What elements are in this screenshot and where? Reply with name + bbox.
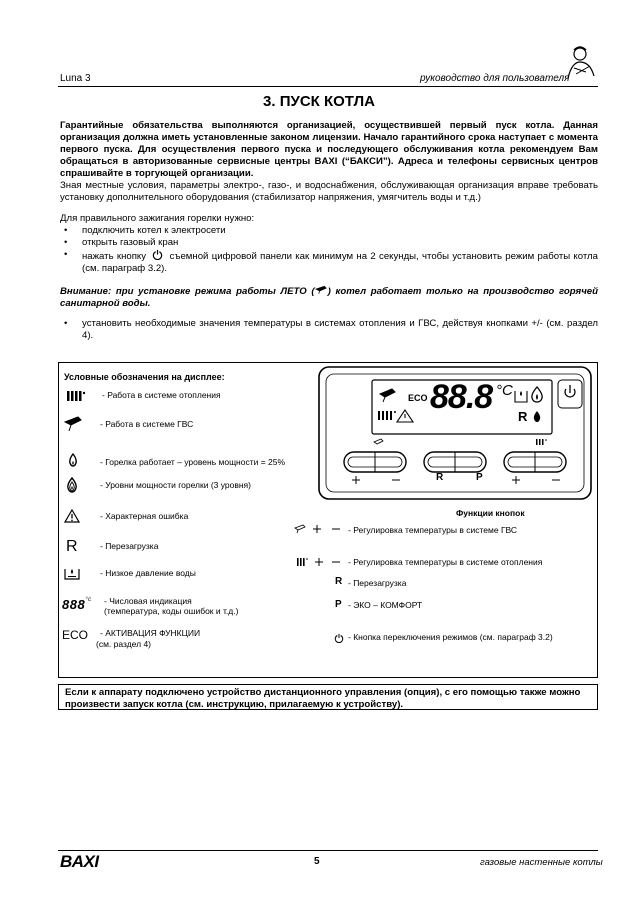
warning-text: Внимание: при установке режима работы ЛЕТО ( — [60, 286, 315, 297]
fn-heating-adjust: - Регулировка температуры в системе отопления — [348, 557, 543, 567]
temperature-step — [60, 318, 598, 342]
legend-error: - Характерная ошибка — [100, 511, 189, 521]
eco-icon: ECO — [62, 628, 89, 642]
step-item: • открыть газовый кран — [60, 237, 598, 249]
numeric-digits: 888 — [62, 597, 86, 612]
step-text: нажать кнопку — [82, 251, 147, 262]
legend-dhw: - Работа в системе ГВС — [100, 419, 194, 429]
numeric-display-icon — [62, 597, 92, 612]
remote-control-notice: Если к аппарату подключено устройство дистанционного управления (опция), с его помощью также можно произвести запуск котла (см. инструкцию, прилагаемую к устройству). — [58, 684, 598, 710]
step-item — [60, 249, 598, 275]
legend-heating: - Работа в системе отопления — [102, 390, 221, 400]
fn-eco-comfort: - ЭКО – КОМФОРТ — [348, 600, 423, 610]
lcd-unit: °C — [496, 382, 513, 399]
flame-icon — [68, 453, 78, 467]
flame-levels-icon — [66, 477, 78, 493]
ignition-steps — [60, 225, 598, 275]
fn-reset-symbol: R — [335, 576, 343, 587]
numeric-unit: °c — [85, 597, 92, 603]
step-item: • подключить котел к электросети — [60, 225, 598, 237]
power-icon — [334, 633, 344, 643]
dhw-plus-minus-icon — [294, 524, 344, 534]
eco-button-label: P — [476, 472, 483, 483]
tap-icon — [315, 285, 328, 295]
legend-reset: - Перезагрузка — [100, 541, 159, 551]
mascot-icon — [560, 42, 600, 82]
warning-icon — [64, 509, 80, 523]
fn-mode-switch: - Кнопка переключения режимов (см. параграф 3.2) — [348, 632, 553, 642]
legend-numeric-detail: (температура, коды ошибок и т.д.) — [104, 606, 239, 616]
reset-icon: R — [66, 538, 78, 555]
manual-title: руководство для пользователя — [420, 73, 570, 84]
legend-title: Условные обозначения на дисплее: — [64, 372, 225, 382]
legend-burner-levels: - Уровни мощности горелки (3 уровня) — [100, 480, 251, 490]
header-divider — [58, 86, 598, 87]
functions-title: Функции кнопок — [456, 508, 525, 518]
summer-mode-warning — [60, 285, 598, 310]
legend-eco: - АКТИВАЦИЯ ФУНКЦИИ — [100, 628, 201, 638]
legend-numeric: - Числовая индикация — [104, 596, 192, 606]
warning-text: ) котел работает только на производство горячей санитарной воды. — [60, 286, 598, 309]
fn-reset: - Перезагрузка — [348, 578, 407, 588]
footer-divider — [58, 850, 598, 851]
legend-low-pressure: - Низкое давление воды — [100, 568, 196, 578]
warranty-paragraph: Гарантийные обязательства выполняются организацией, осуществившей первый пуск котла. Данная организация должна иметь установленные законом лицензии. Начало гарантийного срока наступает с момента первого пуска. Для осуществления первого пуска и последующего обслуживания котла рекомендуем Вам обращаться в авторизованные сервисные центры BAXI (“БАКСИ”). Адреса и телефоны сервисных центров спрашивайте в торгующей организации. — [60, 120, 598, 179]
page-title: 3. ПУСК КОТЛА — [263, 93, 375, 110]
heating-plus-minus-icon — [296, 557, 346, 567]
radiator-icon — [66, 390, 86, 402]
step-text: съемной цифровой панели как минимум на 2 секунды, чтобы установить режим работы котла (см. параграф 3.2). — [82, 251, 598, 274]
step-item: • установить необходимые значения температуры в системах отопления и ГВС, действуя кнопками +/- (см. раздел 4). — [60, 318, 598, 342]
power-icon — [152, 249, 163, 260]
reset-button-label: R — [436, 472, 444, 483]
legend-burner-25: - Горелка работает – уровень мощности = 25% — [100, 457, 286, 467]
lcd-eco: ECO — [408, 393, 428, 403]
brand-logo: BAXI — [60, 852, 99, 871]
tap-icon — [64, 416, 84, 432]
page-number: 5 — [314, 856, 320, 867]
lcd-reset: R — [518, 409, 528, 424]
model-name: Luna 3 — [60, 73, 91, 84]
conditions-paragraph: Зная местные условия, параметры электро-, газо-, и водоснабжения, обслуживающая организация вправе требовать установку дополнительного оборудования (стабилизатор напряжения, умягчитель воды и т.д.) — [60, 180, 598, 203]
fn-eco-symbol: P — [335, 599, 342, 610]
fn-dhw-adjust: - Регулировка температуры в системе ГВС — [348, 525, 518, 535]
ignition-intro: Для правильного зажигания горелки нужно: — [60, 213, 255, 224]
lcd-digits: 88.8 — [430, 378, 493, 416]
water-pressure-icon — [64, 566, 80, 580]
product-category: газовые настенные котлы — [480, 857, 603, 868]
legend-eco-ref: (см. раздел 4) — [96, 639, 152, 649]
